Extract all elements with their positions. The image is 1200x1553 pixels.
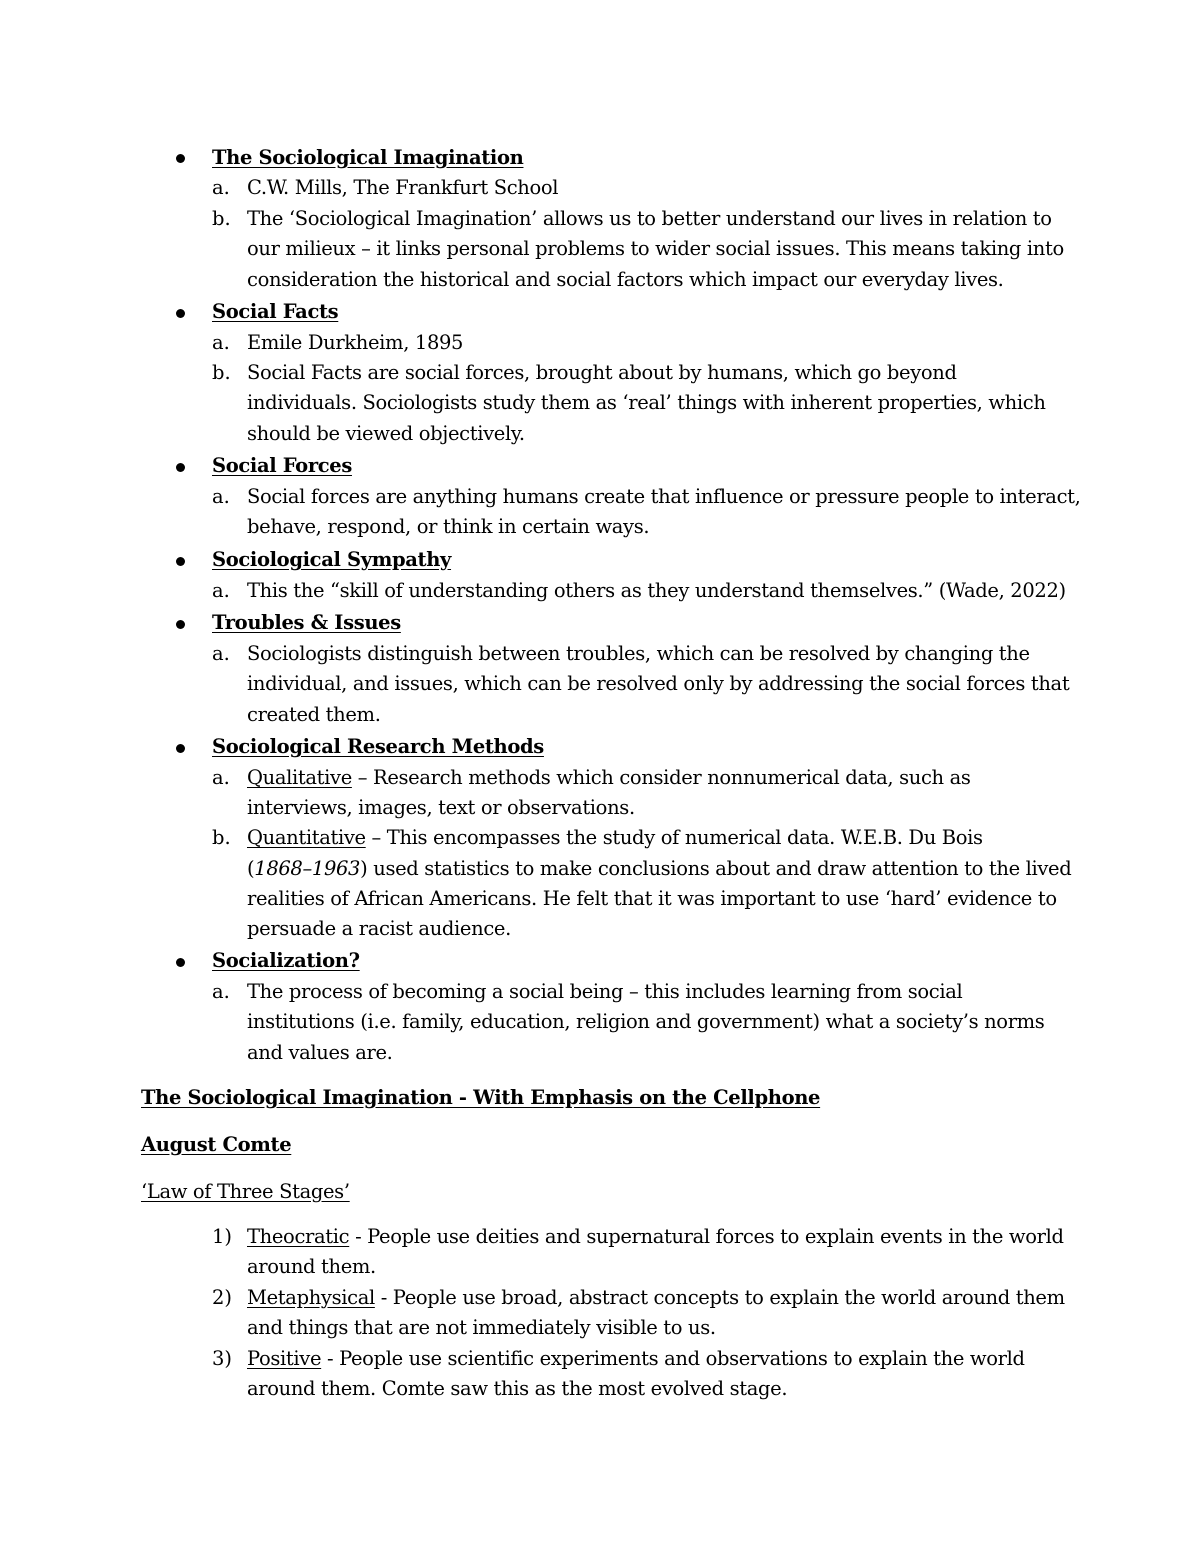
list-marker: a. xyxy=(212,331,230,354)
list-marker: 2) xyxy=(212,1286,233,1309)
list-item-text: C.W. Mills, The Frankfurt School xyxy=(247,176,559,199)
term-definition: - People use scientific experiments and observations to explain the world xyxy=(321,1347,1025,1370)
list-item-text: individuals. Sociologists study them as ‘real’ things with inherent properties, which xyxy=(247,391,1046,414)
list-item-text: behave, respond, or think in certain ways. xyxy=(247,515,650,538)
law-title: ‘Law of Three Stages’ xyxy=(141,1180,350,1203)
list-item-text xyxy=(247,1222,1064,1252)
list-item-text: The ‘Sociological Imagination’ allows us to better understand our lives in relation to xyxy=(247,207,1052,230)
list-marker: a. xyxy=(212,642,230,665)
section-title: Troubles & Issues xyxy=(212,611,401,634)
bullet-icon xyxy=(176,744,185,753)
list-marker: a. xyxy=(212,485,230,508)
term-metaphysical: Metaphysical xyxy=(247,1286,375,1309)
list-item-text: Social Facts are social forces, brought about by humans, which go beyond xyxy=(247,361,957,384)
list-marker: a. xyxy=(212,980,230,1003)
list-marker: b. xyxy=(212,207,231,230)
list-marker: b. xyxy=(212,826,231,849)
bullet-icon xyxy=(176,309,185,318)
list-item-text: interviews, images, text or observations. xyxy=(247,796,635,819)
list-marker: b. xyxy=(212,361,231,384)
text-run: used statistics to make conclusions about and draw attention to the lived xyxy=(373,857,1072,880)
section-title: The Sociological Imagination xyxy=(212,146,524,169)
list-item-text: (1868–1963) used statistics to make conclusions about and draw attention to the lived xyxy=(247,857,1072,880)
heading-main: The Sociological Imagination - With Emphasis on the Cellphone xyxy=(141,1086,821,1109)
list-item-text: institutions (i.e. family, education, religion and government) what a society’s norms xyxy=(247,1010,1045,1033)
date-range: 1868–1963 xyxy=(254,857,361,880)
bullet-icon xyxy=(176,154,185,163)
term-definition: – Research methods which consider nonnumerical data, such as xyxy=(351,766,971,789)
list-item-text: Sociologists distinguish between troubles, which can be resolved by changing the xyxy=(247,642,1030,665)
term-definition: - People use deities and supernatural forces to explain events in the world xyxy=(349,1225,1064,1248)
section-title: Social Facts xyxy=(212,300,339,323)
list-marker: a. xyxy=(212,579,230,602)
list-item-text xyxy=(247,823,983,853)
list-marker: 3) xyxy=(212,1347,233,1370)
heading-comte: August Comte xyxy=(141,1133,292,1156)
term-qualitative: Qualitative xyxy=(247,766,352,789)
list-item-text: around them. Comte saw this as the most evolved stage. xyxy=(247,1377,788,1400)
section-title: Socialization? xyxy=(212,949,360,972)
list-item-text: This the “skill of understanding others as they understand themselves.” (Wade, 2022) xyxy=(247,579,1066,602)
list-item-text: Emile Durkheim, 1895 xyxy=(247,331,464,354)
section-title: Sociological Sympathy xyxy=(212,548,452,571)
list-item-text: individual, and issues, which can be resolved only by addressing the social forces that xyxy=(247,672,1070,695)
section-title: Sociological Research Methods xyxy=(212,735,544,758)
list-item-text: realities of African Americans. He felt that it was important to use ‘hard’ evidence to xyxy=(247,887,1057,910)
list-item-text: and things that are not immediately visible to us. xyxy=(247,1316,716,1339)
term-definition: – This encompasses the study of numerical data. W.E.B. Du Bois xyxy=(365,826,983,849)
list-item-text xyxy=(247,1283,1065,1313)
list-item-text: our milieux – it links personal problems to wider social issues. This means taking into xyxy=(247,237,1064,260)
bullet-icon xyxy=(176,620,185,629)
list-marker: 1) xyxy=(212,1225,233,1248)
bullet-icon xyxy=(176,557,185,566)
list-item-text: around them. xyxy=(247,1255,376,1278)
term-theocratic: Theocratic xyxy=(247,1225,350,1248)
bullet-icon xyxy=(176,958,185,967)
list-item-text: created them. xyxy=(247,703,381,726)
list-item-text: The process of becoming a social being – this includes learning from social xyxy=(247,980,963,1003)
list-item-text: and values are. xyxy=(247,1041,393,1064)
list-marker: a. xyxy=(212,766,230,789)
list-item-text xyxy=(247,1344,1025,1374)
list-item-text xyxy=(247,763,971,793)
list-item-text: should be viewed objectively. xyxy=(247,422,525,445)
list-marker: a. xyxy=(212,176,230,199)
bullet-icon xyxy=(176,463,185,472)
list-item-text: consideration the historical and social factors which impact our everyday lives. xyxy=(247,268,1004,291)
term-positive: Positive xyxy=(247,1347,322,1370)
list-item-text: Social forces are anything humans create that influence or pressure people to interact, xyxy=(247,485,1081,508)
section-title: Social Forces xyxy=(212,454,352,477)
term-quantitative: Quantitative xyxy=(247,826,366,849)
term-definition: - People use broad, abstract concepts to explain the world around them xyxy=(374,1286,1065,1309)
list-item-text: persuade a racist audience. xyxy=(247,917,511,940)
